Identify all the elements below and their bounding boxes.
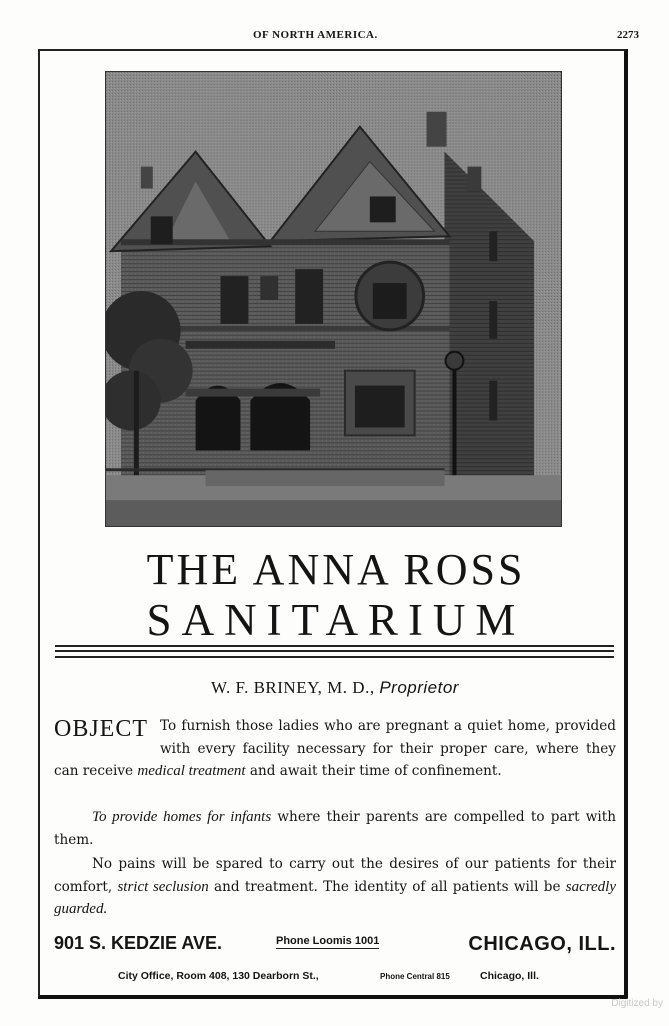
patients-text-start: No pains will be spared to carry out the desires of our patients for their comfort, [54,856,616,895]
object-label: OBJECT [54,716,149,742]
patients-paragraph [54,853,616,921]
infants-paragraph [54,806,616,851]
guarded-italic: sacredly guarded. [54,878,617,917]
running-head [0,29,669,45]
object-italic: medical treatment [137,763,246,779]
infants-text-body: where their parents are compelled to part with them. [54,809,616,848]
patients-text [54,853,616,921]
object-text-start: To furnish those ladies who are pregnant a quiet home, provided with every facility necessary for their proper care, where they can receive [54,718,616,779]
ad-heading-line1: THE ANNA ROSS [146,545,526,594]
proprietor-role: Proprietor [379,678,459,697]
object-paragraph [54,715,616,783]
infants-text [54,806,616,851]
object-text-end: and await their time of confinement. [249,763,502,779]
city-office-line [118,970,588,986]
seclusion-italic: strict seclusion [117,878,209,895]
proprietor-name: W. F. BRINEY, M. D., [211,678,375,697]
ad-heading-line2: SANITARIUM [146,595,526,645]
page-number: 2273 [617,29,639,41]
sanitarium-building-photo [105,71,562,527]
street-address: 901 S. KEDZIE AVE. [54,933,223,953]
proprietor-line [55,678,615,698]
phone-number: Phone Loomis 1001 [276,935,380,947]
city-office-city: Chicago, Ill. [480,970,539,982]
double-rule-top [55,645,614,647]
building-illustration [106,72,561,526]
infants-italic: To provide homes for infants [92,809,272,825]
city-name: CHICAGO, ILL. [468,933,616,955]
double-rule-bottom [55,656,614,658]
double-rule-middle [55,650,614,652]
city-office-address: City Office, Room 408, 130 Dearborn St., [118,970,319,982]
city-office-phone: Phone Central 815 [380,972,450,981]
digitized-watermark: Digitized by [611,998,663,1009]
patients-text-middle: and treatment. The identity of all patients will be [214,878,561,895]
address-line [54,933,616,959]
running-head-title: OF NORTH AMERICA. [253,29,378,41]
